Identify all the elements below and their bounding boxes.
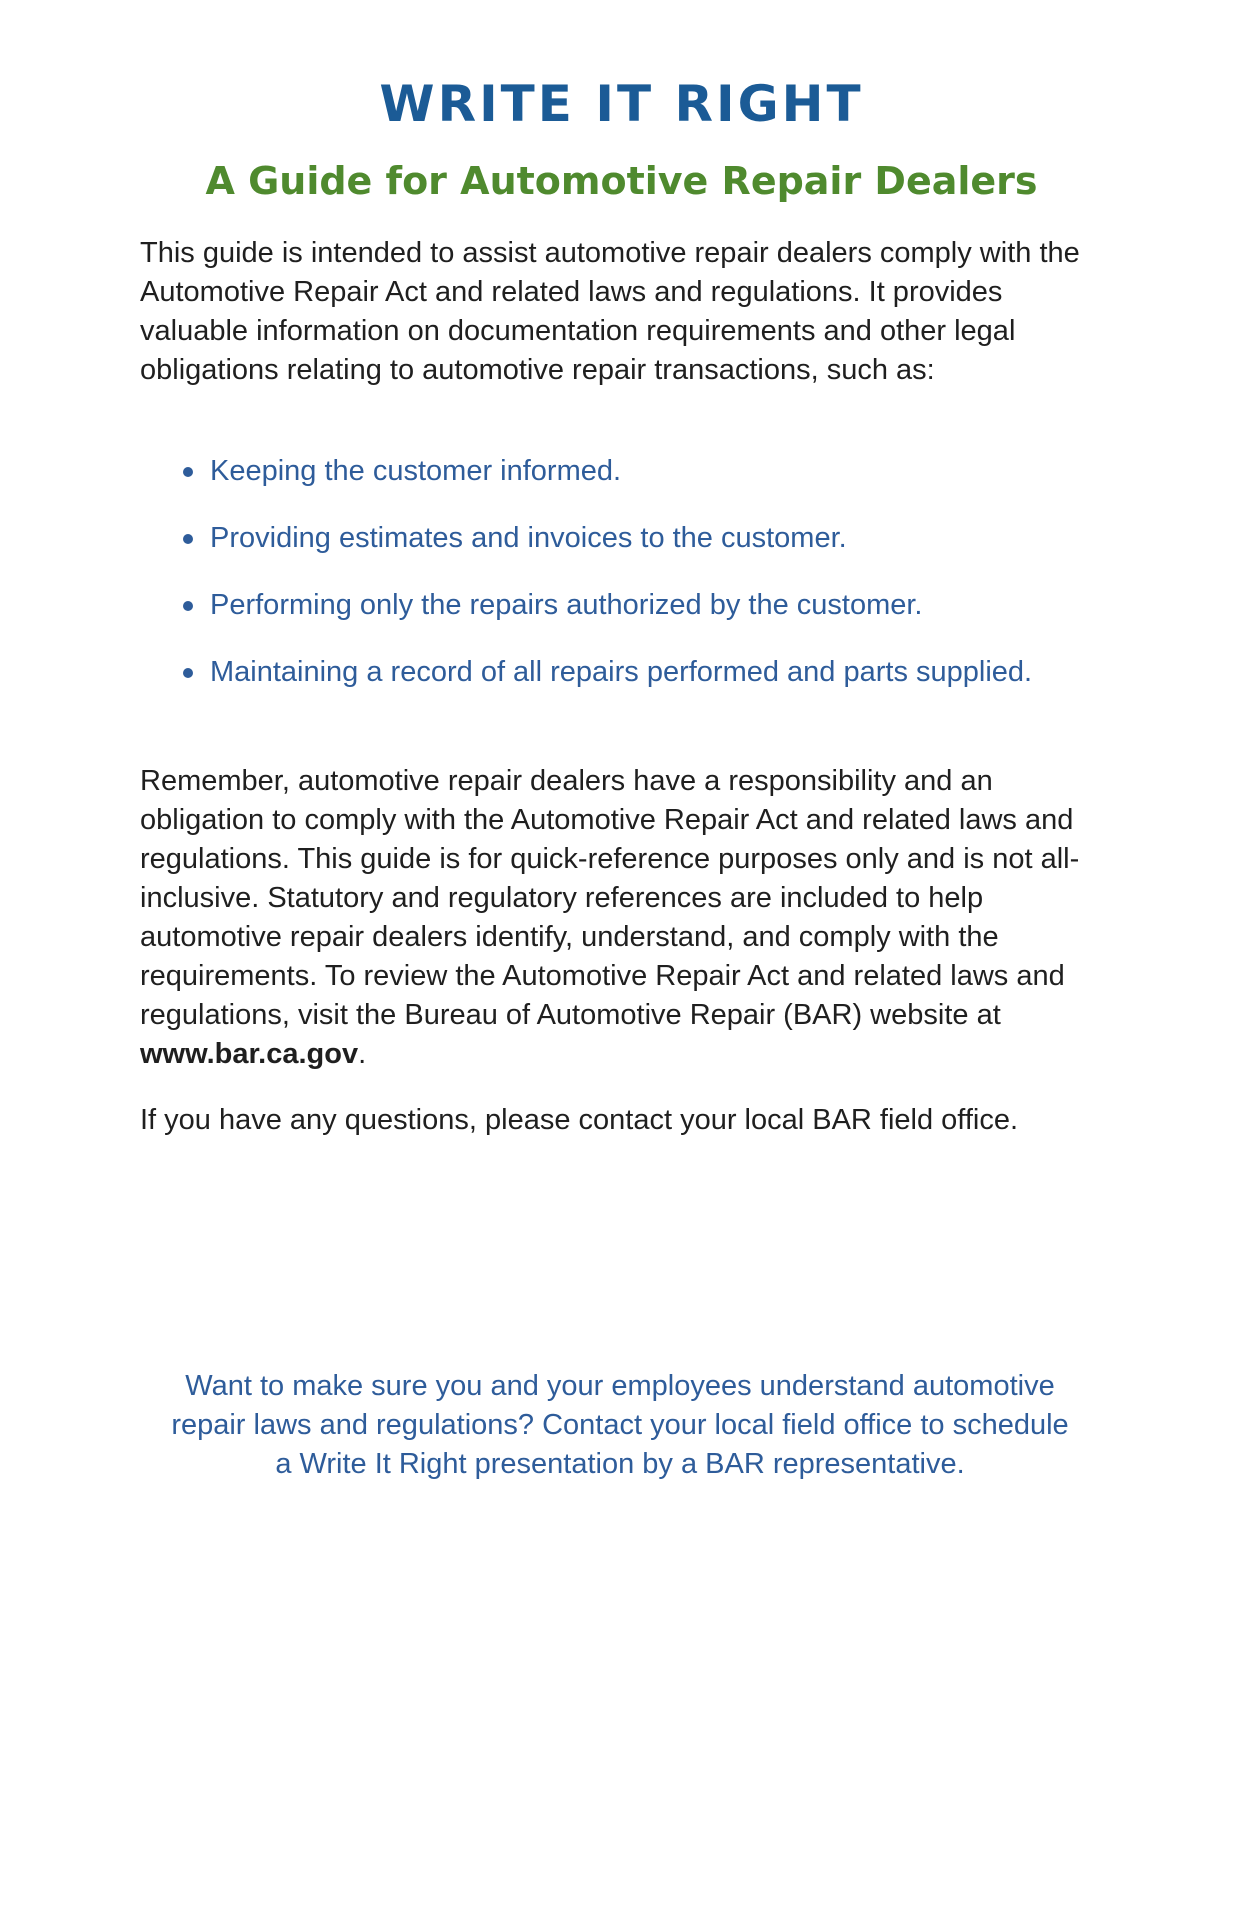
list-item xyxy=(140,519,1100,558)
list-item xyxy=(140,586,1100,625)
list-item-text: Providing estimates and invoices to the customer. xyxy=(210,522,847,554)
remember-text: Remember, automotive repair dealers have a responsibility and an obligation to comply with the Automotive Repair Act and related laws and regulations. This guide is for quick-reference purposes only and is not all-inclusive. Statutory and regulatory references are included to help automotive repair dealers identify, understand, and comply with the requirements. To review the Automotive Repair Act and related laws and regulations, visit the Bureau of Automotive Repair (BAR) website at xyxy=(140,765,1080,1031)
remember-end: . xyxy=(358,1038,367,1070)
page-subtitle: A Guide for Automotive Repair Dealers xyxy=(205,159,1038,203)
obligations-list xyxy=(140,452,1100,720)
bullet-icon xyxy=(183,668,193,678)
list-item xyxy=(140,452,1100,491)
questions-paragraph: If you have any questions, please contact your local BAR field office. xyxy=(140,1104,1019,1136)
page-title: WRITE IT RIGHT xyxy=(379,75,864,133)
list-item xyxy=(140,653,1100,692)
list-item-text: Keeping the customer informed. xyxy=(210,455,622,487)
bullet-icon xyxy=(183,601,193,611)
intro-paragraph: This guide is intended to assist automotive repair dealers comply with the Automotive Repair Act and related laws and regulations. It provides valuable information on documentation requirements and other legal obligations relating to automotive repair transactions, such as: xyxy=(140,237,1080,386)
bullet-icon xyxy=(183,534,193,544)
list-item-text: Maintaining a record of all repairs performed and parts supplied. xyxy=(210,656,1033,688)
remember-paragraph xyxy=(140,762,1100,1074)
bullet-icon xyxy=(183,467,193,477)
list-item-text: Performing only the repairs authorized by the customer. xyxy=(210,589,923,621)
presentation-note: Want to make sure you and your employees understand automotive repair laws and regulations? Contact your local field office to schedule a Write It Right presentation by a BAR representative. xyxy=(171,1370,1069,1480)
bar-website-link[interactable]: www.bar.ca.gov xyxy=(140,1038,359,1070)
